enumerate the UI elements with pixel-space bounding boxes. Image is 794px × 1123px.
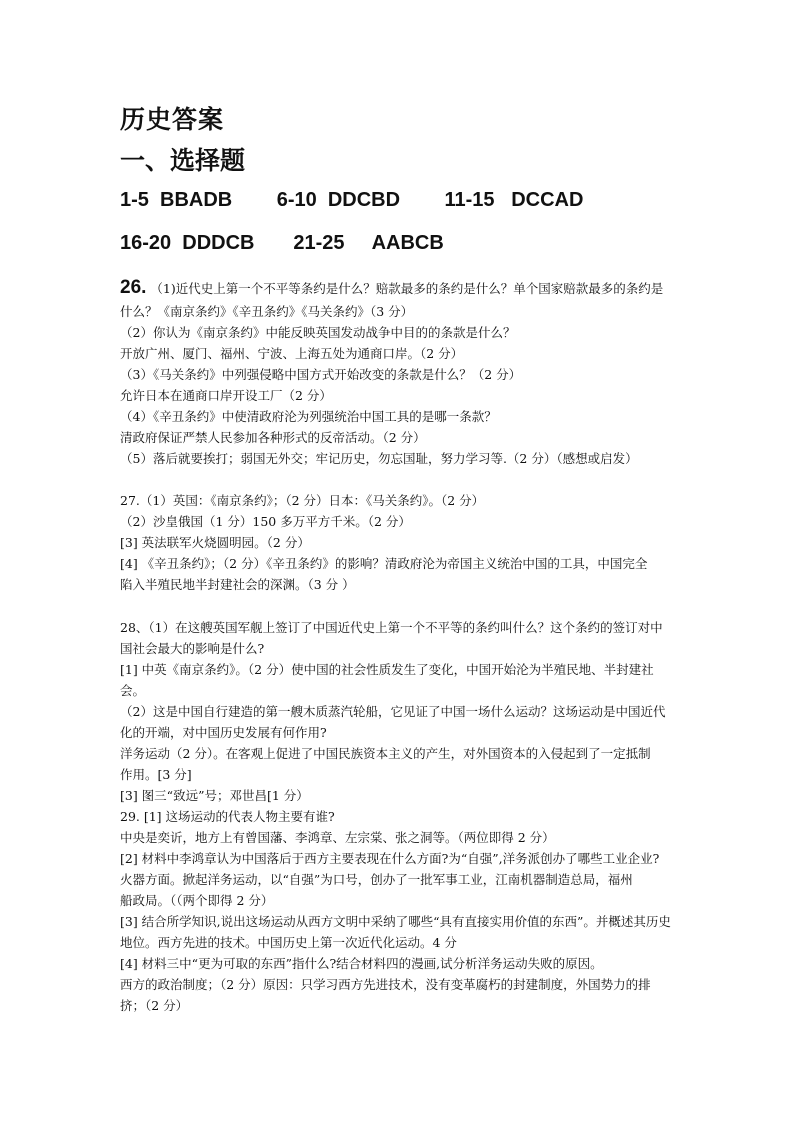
text-line: 中央是奕䜣，地方上有曾国藩、李鸿章、左宗棠、张之洞等。（两位即得 2 分） <box>120 830 555 845</box>
text-line: [4] 材料三中“更为可取的东西”指什么?结合材料四的漫画,试分析洋务运动失败的原因。 <box>120 956 603 971</box>
text-line: 29. [1] 这场运动的代表人物主要有谁? <box>120 809 335 824</box>
text-line: 允许日本在通商口岸开设工厂（2 分） <box>120 388 332 403</box>
page-title: 历史答案 <box>120 105 225 134</box>
text-line: [3] 图三“致远”号；邓世昌[1 分） <box>120 788 309 803</box>
text-line: （5）落后就要挨打；弱国无外交；牢记历史，勿忘国耻，努力学习等.（2 分）（感想或启发） <box>120 451 638 466</box>
answer-row-2: 16-20 DDDCB 21-25 AABCB <box>120 232 444 254</box>
text-line: 洋务运动（2 分）。在客观上促进了中国民族资本主义的产生，对外国资本的入侵起到了一定抵制 <box>120 746 651 761</box>
text-line: [3] 结合所学知识,说出这场运动从西方文明中采纳了哪些“具有直接实用价值的东西”。并概述其历史 <box>120 914 671 929</box>
text-line: 清政府保证严禁人民参加各种形式的反帝活动。（2 分） <box>120 430 426 445</box>
text-line: 火器方面。掀起洋务运动，以“自强”为口号，创办了一批军事工业，江南机器制造总局，福州 <box>120 872 633 887</box>
text-line: 化的开端，对中国历史发展有何作用? <box>120 725 327 740</box>
question-number: 26. <box>120 277 147 298</box>
text-line: 船政局。（（两个即得 2 分） <box>120 893 274 908</box>
text-line: （2）这是中国自行建造的第一艘木质蒸汽轮船，它见证了中国一场什么运动？这场运动是中国近代 <box>120 704 666 719</box>
text-line: 挤；（2 分） <box>120 998 189 1013</box>
text-line: 作用。[3 分] <box>120 767 192 782</box>
text-line: 地位。西方先进的技术。中国历史上第一次近代化运动。4 分 <box>120 935 457 950</box>
text-line: [4] 《辛丑条约》；（2 分）《辛丑条约》的影响？清政府沦为帝国主义统治中国的工具，中国完全 <box>120 556 648 571</box>
text-line: [2] 材料中李鸿章认为中国落后于西方主要表现在什么方面?为“自强”,洋务派创办了哪些工业企业? <box>120 851 660 866</box>
text-line: 开放广州、厦门、福州、宁波、上海五处为通商口岸。（2 分） <box>120 346 464 361</box>
text-line: 西方的政治制度；（2 分）原因：只学习西方先进技术，没有变革腐朽的封建制度，外国势力的排 <box>120 977 651 992</box>
text-line: 会。 <box>120 683 146 698</box>
answer-row-1: 1-5 BBADB 6-10 DDCBD 11-15 DCCAD <box>120 189 584 211</box>
text-line: 陷入半殖民地半封建社会的深渊。（3 分 ） <box>120 577 355 592</box>
text-line: （2）沙皇俄国（1 分）150 多万平方千米。（2 分） <box>120 514 411 529</box>
text-line: （2）你认为《南京条约》中能反映英国发动战争中目的的条款是什么？ <box>120 325 516 340</box>
text-line: [3] 英法联军火烧圆明园。（2 分） <box>120 535 310 550</box>
text-line: 28、（1）在这艘英国军舰上签订了中国近代史上第一个不平等的条约叫什么？这个条约的签订对中 <box>120 620 663 635</box>
text-line: 27.（1）英国：《南京条约》；（2 分）日本：《马关条约》。（2 分） <box>120 493 485 508</box>
text-line: 什么？《南京条约》《辛丑条约》《马关条约》（3 分） <box>120 304 414 319</box>
section-heading: 一、选择题 <box>120 146 246 175</box>
text-line: （4）《辛丑条约》中使清政府沦为列强统治中国工具的是哪一条款？ <box>120 409 497 424</box>
text-line: （1)近代史上第一个不平等条约是什么？赔款最多的条约是什么？单个国家赔款最多的条约是 <box>150 281 664 296</box>
text-line: [1] 中英《南京条约》。（2 分）使中国的社会性质发生了变化，中国开始沦为半殖民地、半封建社 <box>120 662 654 677</box>
text-line: 国社会最大的影响是什么? <box>120 641 265 656</box>
text-line: （3）《马关条约》中列强侵略中国方式开始改变的条款是什么？（2 分） <box>120 367 522 382</box>
